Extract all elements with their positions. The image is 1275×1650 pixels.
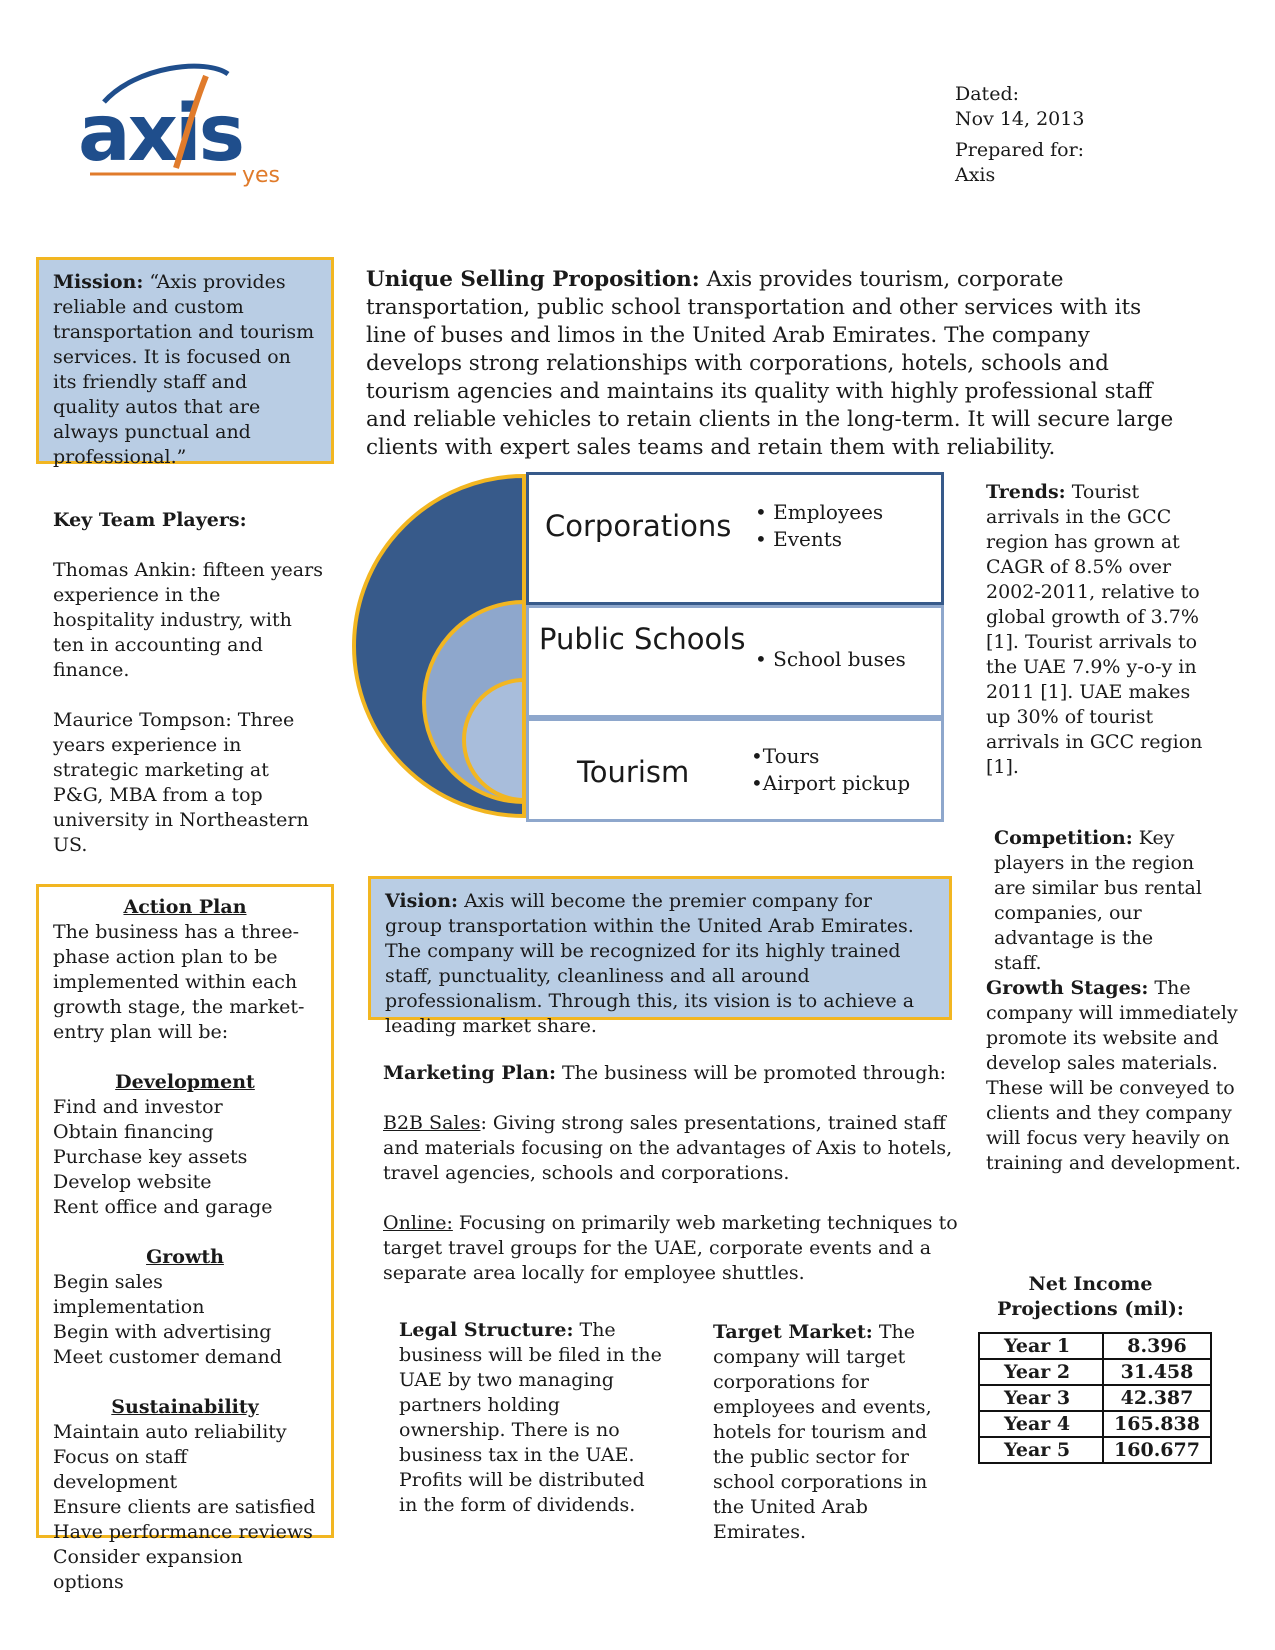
phase-item: Have performance reviews	[53, 1521, 313, 1543]
phase-item: Meet customer demand	[53, 1346, 282, 1368]
target-text: The company will target corporations for employees and events, hotels for tourism and the public sector for school corporations in the United Arab Emirates.	[713, 1321, 932, 1543]
phase-item: Find and investor	[53, 1096, 223, 1118]
phase-item: Focus on staff development	[53, 1446, 188, 1493]
phase-item: Begin with advertising	[53, 1321, 272, 1343]
usp-text: Axis provides tourism, corporate transportation, public school transportation and other services with its line of buses and limos in the United Arab Emirates. The company develops strong relationships with corporations, hotels, schools and tourism agencies and maintains its quality with highly professional staff and reliable vehicles to retain clients in the long-term. It will secure large clients with expert sales teams and retain them with reliability.	[366, 267, 1174, 460]
growth-stages-label: Growth Stages:	[986, 977, 1149, 999]
legal-structure-section	[399, 1318, 664, 1518]
segment-label: Corporations	[545, 509, 732, 543]
segment-item: • School buses	[755, 647, 906, 671]
mission-label: Mission:	[53, 271, 144, 293]
phase-item: Ensure clients are satisfied	[53, 1496, 316, 1518]
prepared-for-value: Axis	[955, 164, 996, 186]
key-team-section	[53, 508, 323, 858]
phase-title-growth: Growth	[146, 1246, 224, 1268]
segment-item: •Tours	[751, 744, 820, 768]
mission-box	[36, 257, 334, 468]
segment-tourism	[526, 718, 944, 822]
net-income-table	[978, 1332, 1212, 1464]
vision-label: Vision:	[385, 890, 459, 912]
online-label: Online:	[383, 1212, 453, 1234]
b2b-text: : Giving strong sales presentations, trained staff and materials focusing on the advantages of Axis to hotels, travel agencies, schools and corporations.	[383, 1112, 953, 1184]
segment-item: • Employees	[755, 500, 884, 524]
competition-text: Key players in the region are similar bus rental companies, our advantage is the staff.	[994, 827, 1202, 974]
segment-label: Tourism	[577, 755, 690, 789]
segment-items	[755, 646, 906, 673]
usp-paragraph	[366, 266, 1186, 462]
trends-section	[986, 480, 1206, 780]
segment-items	[755, 499, 883, 553]
action-plan-title: Action Plan	[123, 896, 247, 918]
phase-item: Develop website	[53, 1171, 212, 1193]
marketing-text: The business will be promoted through:	[555, 1062, 947, 1084]
legal-text: The business will be filed in the UAE by two managing partners holding ownership. There is no business tax in the UAE. Profits will be distributed in the form of dividends.	[399, 1319, 662, 1516]
net-income-title-line1: Net Income	[1028, 1273, 1153, 1295]
phase-item: Begin sales implementation	[53, 1271, 205, 1318]
vision-text: Axis will become the premier company for group transportation within the United Arab Emirates. The company will be recognized for its highly trained staff, punctuality, cleanliness and all around professionalism. Through this, its vision is to achieve a leading market share.	[385, 890, 915, 1037]
target-label: Target Market:	[713, 1321, 873, 1343]
date-value: Nov 14, 2013	[955, 108, 1085, 130]
phase-item: Consider expansion options	[53, 1546, 243, 1593]
segment-items	[751, 743, 910, 797]
trends-label: Trends:	[986, 481, 1066, 503]
phase-item: Obtain financing	[53, 1121, 214, 1143]
prepared-label: Prepared for:	[955, 139, 1085, 161]
b2b-label: B2B Sales	[383, 1112, 481, 1134]
logo-tagline: yes	[242, 163, 281, 188]
team-member-2: Maurice Tompson: Three years experience in strategic marketing at P&G, MBA from a top university in Northeastern US.	[53, 709, 309, 856]
phase-item: Maintain auto reliability	[53, 1421, 287, 1443]
table-row: Year 1 8.396	[979, 1333, 1211, 1359]
net-income-title	[968, 1272, 1213, 1322]
trends-text: Tourist arrivals in the GCC region has grown at CAGR of 8.5% over 2002-2011, relative to global growth of 3.7% [1]. Tourist arrivals to the UAE 7.9% y-o-y in 2011 [1]. UAE makes up 30% of tourist arrivals in GCC region [1].	[986, 481, 1203, 778]
table-row: Year 2 31.458	[979, 1359, 1211, 1385]
phase-title-development: Development	[115, 1071, 255, 1093]
mission-text: “Axis provides reliable and custom transportation and tourism services. It is focused on its friendly staff and quality autos that are always punctual and professional.”	[53, 271, 315, 468]
segments-diagram	[352, 472, 962, 830]
segment-item: • Events	[755, 527, 843, 551]
table-row: Year 4 165.838	[979, 1411, 1211, 1437]
table-row: Year 5 160.677	[979, 1437, 1211, 1463]
net-income-title-line2: Projections (mil):	[997, 1298, 1184, 1320]
logo-wordmark: axis	[78, 89, 243, 179]
phase-item: Rent office and garage	[53, 1196, 273, 1218]
key-team-heading: Key Team Players:	[53, 509, 247, 531]
team-member-1: Thomas Ankin: fifteen years experience in the hospitality industry, with ten in accounting and finance.	[53, 559, 323, 681]
phase-title-sustainability: Sustainability	[111, 1396, 259, 1418]
online-text: Focusing on primarily web marketing techniques to target travel groups for the UAE, corporate events and a separate area locally for employee shuttles.	[383, 1212, 958, 1284]
usp-label: Unique Selling Proposition:	[366, 267, 700, 292]
table-row: Year 3 42.387	[979, 1385, 1211, 1411]
vision-box	[368, 876, 952, 1037]
competition-label: Competition:	[994, 827, 1133, 849]
dated-label: Dated:	[955, 83, 1020, 105]
growth-stages-text: The company will immediately promote its website and develop sales materials. These will be conveyed to clients and they company will focus very heavily on training and development.	[986, 977, 1241, 1174]
growth-stages-section	[986, 976, 1242, 1176]
phase-item: Purchase key assets	[53, 1146, 248, 1168]
target-market-section	[713, 1320, 943, 1545]
marketing-plan-section	[383, 1061, 958, 1286]
segment-item: •Airport pickup	[751, 771, 911, 795]
action-plan-intro: The business has a three-phase action plan to be implemented within each growth stage, the market-entry plan will be:	[53, 921, 305, 1043]
segment-public-schools	[526, 605, 944, 718]
header-info	[955, 82, 1084, 188]
axis-logo	[76, 56, 306, 190]
competition-section	[994, 826, 1204, 976]
marketing-label: Marketing Plan:	[383, 1062, 556, 1084]
action-plan-box	[36, 884, 334, 1593]
legal-label: Legal Structure:	[399, 1319, 574, 1341]
segment-label: Public Schools	[539, 622, 746, 656]
segment-corporations	[526, 472, 944, 605]
